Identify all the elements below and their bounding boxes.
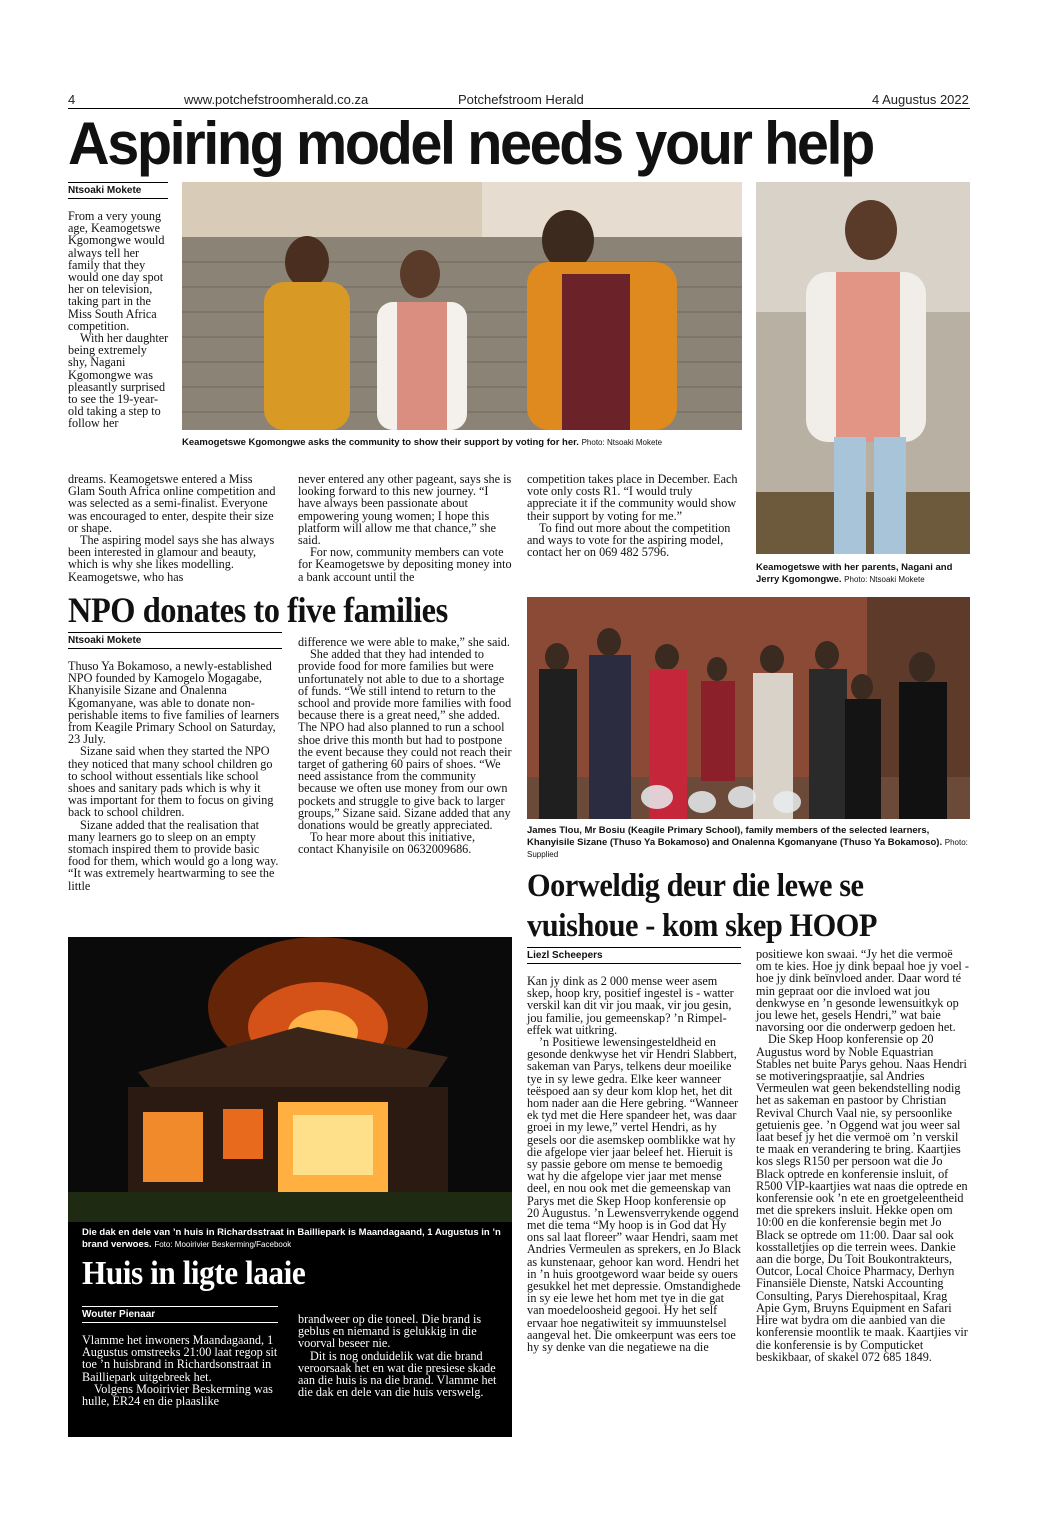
story1-column-3 [527,473,741,558]
story2-col1-p2: Sizane said when they started the NPO they noticed that many school children go to school without essentials like school shoes and sanitary pads which is why it was important for them to focus on giving back to school children. [68,744,274,820]
story2-column-1 [68,660,282,892]
story4-headline [527,866,877,946]
story1-col1-p2: The aspiring model says she has always been interested in glamour and beauty, which is why she likes modelling. Keamogetswe, who has [68,533,275,584]
photo-credit: Photo: Supplied [527,838,968,859]
story1-narrow-p2: With her daughter being extremely shy, Nagani Kgomongwe was pleasantly surprised to see the 19-year-old taking a step to follow her [68,331,169,431]
story3-column-1 [82,1334,282,1407]
story1-photo1-caption [182,437,742,449]
caption-text: James Tlou, Mr Bosiu (Keagile Primary School), family members of the selected learners, Khanyisile Sizane (Thuso Ya Bokamoso) and Onalenna Kgomanyane (Thuso Ya Bokamoso). [527,825,943,848]
paper-name: Potchefstroom Herald [458,92,584,107]
story4-byline: Liezl Scheepers [527,947,741,964]
story3-photo-caption [82,1227,502,1251]
story3-col1-p2: Volgens Mooirivier Beskerming was hulle, ER24 en die plaaslike [82,1381,273,1409]
photo-credit: Photo: Ntsoaki Mokete [844,575,925,584]
story2-headline: NPO donates to five families [68,590,448,630]
group-photo-illustration [527,597,970,819]
story2-photo-caption [527,825,970,861]
story3-col2-p2: Dit is nog onduidelik wat die brand veroorsaak het en wat die presiese skade aan die huis is na die brand. Vlamme het die dak en dele van die huis verswelg. [298,1348,497,1400]
story1-column-2 [298,473,512,583]
story3-col1-p1: Vlamme het inwoners Maandagaand, 1 Augustus omstreeks 21:00 laat regop sit toe ’n huisbrand in Richardsonstraat in Bailliepark uitgebreek het. [82,1333,278,1384]
photo-credit: Foto: Mooirivier Beskerming/Facebook [154,1240,292,1249]
house-fire-illustration [68,937,512,1222]
story1-byline: Ntsoaki Mokete [68,182,168,199]
story2-col1-p1: Thuso Ya Bokamoso, a newly-established NPO founded by Kamogelo Mogagabe, Khanyisile Sizane and Onalenna Kgomanyane, was able to donate non-perishable items to five families of learners from Keagile Primary School on Saturday, 23 July. [68,659,280,747]
story4-col1-p2: ’n Positiewe lewensingesteldheid en gesonde denkwyse het vir Hendri Slabbert, sakeman van Parys, telkens deur moeilike tye in sy lewe gedra. Elke keer wanneer teëspoed aan sy deur kom klop het, het dit hom nader aan die Here gebring. “Wanneer ek tyd met die Here spandeer het, was daar groei in my lewe,” vertel Hendri, as hy gesels oor die asemskep oomblikke wat hy die afgelope vier jaar beleef het. Hieruit is sy passie gebore om mense te bemoedig wat hy die afgelope vier jaar met mense deel, en nou ook met die gemeenskap van Parys met die Skep Hoop konferensie op 20 Augustus. ’n Lewensverrykende oggend met die tema “My hoop is in God dat Hy ons sal laat floreer” waar Hendri, saam met Andries Vermeulen as sprekers, en Jo Black as kunstenaar, gehoor kan word. Hendri het in ’n huis grootgeword waar beide sy ouers gesukkel het met depressie. Omstandighede in sy eie lewe het hom met tye in die gat van moedeloosheid gegooi. Hy het self ervaar hoe negatiwiteit sy immuunstelsel aangeval het. Die omkeerpunt was eers toe hy sy denke van die negatiewe na die [527,1035,742,1355]
story2-col2-p1: difference we were able to make,” she said. [298,635,510,649]
story1-col2-p1: never entered any other pageant, says she is looking forward to this new journey. “I have always been passionate about empowering young women; I hope this platform will allow me that chance,” she said. [298,472,512,548]
story4-headline-line2: vuishoue - kom skep HOOP [527,908,877,944]
issue-date: 4 Augustus 2022 [872,92,969,107]
caption-text: Keamogetswe Kgomongwe asks the community to show their support by voting for her. [182,437,579,448]
story2-col2-p3: To hear more about this initiative, contact Khanyisile on 0632009686. [298,830,475,857]
family-photo-illustration [182,182,742,430]
story4-column-2 [756,948,970,1363]
story1-photo-family [182,182,742,430]
story1-narrow-column [68,210,169,430]
story1-col1-p1: dreams. Keamogetswe entered a Miss Glam South Africa online competition and was selected as a semi-finalist. Everyone was encouraged to enter, despite their size or shape. [68,472,276,535]
story1-col2-p2: For now, community members can vote for Keamogetswe by depositing money into a bank account until the [298,545,512,584]
story4-col2-p1: positiewe kon swaai. “Jy het die vermoë om te kies. Hoe jy dink bepaal hoe jy voel - hoe jy dink beïnvloed ander. Daar word té min gepraat oor die invloed wat jou denkwyse en ’n gesonde lewensuitkyk op jou lewe het, gesels Hendri,” wat baie navorsing oor die onderwerp gedoen het. [756,947,969,1035]
story2-col2-p2: She added that they had intended to provide food for more families but were unfortunately not able to due to a shortage of funds. “We still intend to return to the school and provide more families with food because there is a great need,” she added. The NPO had also planned to run a school shoe drive this month but had to postpone the event because they could not reach their target of gathering 60 pairs of shoes. “We need assistance from the community because we often use money from our own pockets and struggle to give back to larger groups,” Sizane said. Sizane added that any donations would be greatly appreciated. [298,647,512,833]
story1-photo-portrait [756,182,970,554]
story1-headline: Aspiring model needs your help [68,110,873,177]
story1-column-1 [68,473,282,583]
story3-headline: Huis in ligte laaie [82,1255,306,1292]
caption-text: Keamogetswe with her parents, Nagani and Jerry Kgomongwe. [756,562,953,585]
story3-byline: Wouter Pienaar [82,1306,278,1323]
story1-narrow-p1: From a very young age, Keamogetswe Kgomongwe would always tell her family that they would one day spot her on television, taking part in the Miss South Africa competition. [68,209,165,333]
story4-column-1 [527,975,741,1353]
story1-col3-p1: competition takes place in December. Each vote only costs R1. “I would truly appreciate it if the community would show their support by voting for me.” [527,472,738,523]
photo-credit: Photo: Ntsoaki Mokete [581,438,663,447]
story2-byline: Ntsoaki Mokete [68,632,282,649]
story3-box [68,937,512,1437]
portrait-photo-illustration [756,182,970,554]
page-number: 4 [68,92,76,107]
story4-col2-p2: Die Skep Hoop konferensie op 20 Augustus word by Noble Equastrian Stables net buite Parys gehou. Naas Hendri se motiveringspraatjie, sal Andries Vermeulen wat geen bekendstelling nodig het as sakeman en pastoor by Christian Revival Church Vaal nie, sy persoonlike getuienis gee. ’n Oggend wat jou weer sal laat besef jy het die vermoë om ’n verskil te maak en verandering te bring. Kaartjies kos slegs R150 per persoon wat die Jo Black optrede en konferensie insluit, of R500 VIP-kaartjies wat naas die optrede en konferensie ook ’n ete en groetgeleentheid met die sprekers insluit. Hekke open om 10:00 en die konferensie begin met Jo Black se optrede om 11:00. Daar sal ook kosstalletjies op die terrein wees. Dankie aan die borge, Du Toit Boukontrakteurs, Outcor, Local Choice Pharmacy, Derhyn Finansiële Dienste, Natski Accounting Consulting, Parys Dierehospitaal, Krag Apie Gym, Bruyns Equipment en Safari Hire wat bydra om die aanbied van die konferensie moontlik te maak. Kaartjies vir die konferensie is by Computicket beskikbaar, of skakel 072 685 1849. [756,1032,968,1364]
story1-col3-p2: To find out more about the competition and ways to vote for the aspiring model, contact her on 069 482 5796. [527,520,731,560]
story2-col1-p3: Sizane added that the realisation that many learners go to sleep on an empty stomach inspired them to provide basic food for them, which would go a long way. “It was extremely heartwarming to see the little [68,817,279,893]
website-link[interactable]: www.potchefstroomherald.co.za [184,92,369,107]
story1-photo2-caption [756,562,970,586]
story3-column-2 [298,1313,498,1398]
story4-headline-line1: Oorweldig deur die lewe se [527,868,864,904]
story4-col1-p1: Kan jy dink as 2 000 mense weer asem skep, hoop kry, positief ingestel is - watter verskil kan dit vir jou maak, vir jou gesin, jou familie, jou gemeenskap? ’n Rimpel-effek wat uitkring. [527,974,734,1037]
story3-col2-p1: brandweer op die toneel. Die brand is geblus en niemand is gelukkig in die voorval beseer nie. [298,1312,482,1351]
story3-photo-fire [68,937,512,1222]
story2-photo-group [527,597,970,819]
story2-column-2 [298,636,512,856]
caption-text: Die dak en dele van ’n huis in Richardsstraat in Bailliepark is Maandagaand, 1 Augustus in ’n brand verwoes. [82,1227,501,1250]
